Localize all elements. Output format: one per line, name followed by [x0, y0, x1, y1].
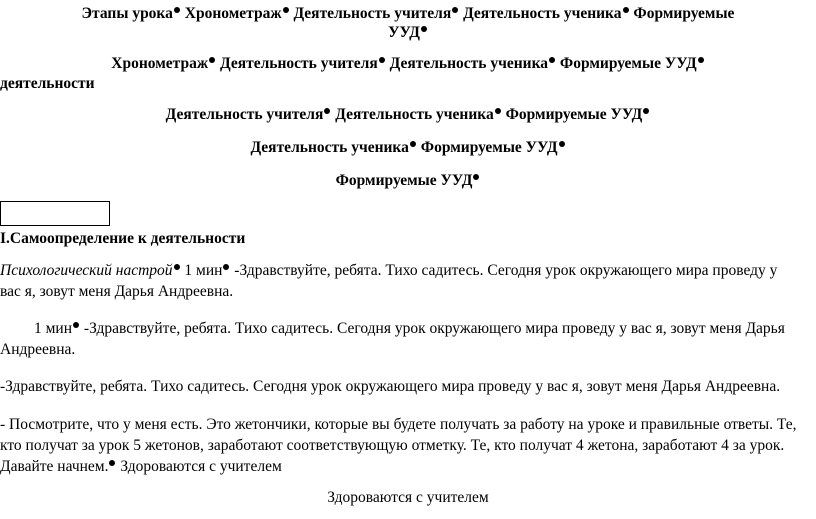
instructions-text-3-start: Давайте начнем. — [0, 458, 109, 475]
bullet-icon — [223, 264, 229, 270]
header-row-1-continuation — [0, 22, 816, 43]
stage-duration: 1 мин — [184, 262, 223, 279]
instructions-text-2: кто получат за урок 5 жетонов, заработают соответствующую отметку. Те, кто получат 4 жетона, заработают 4 за урок. — [0, 437, 785, 454]
instructions-line-1 — [0, 414, 816, 435]
bullet-icon — [452, 7, 458, 13]
student-activity-text: Здороваются с учителем — [327, 489, 489, 506]
bullet-icon — [283, 7, 289, 13]
header-row-2 — [0, 53, 816, 74]
stage-row-line-1 — [0, 260, 816, 281]
duration-row-line-2 — [0, 339, 816, 360]
instructions-line-2 — [0, 435, 816, 456]
header-row-3 — [0, 104, 816, 125]
bullet-icon — [379, 57, 385, 63]
header-cell-student: Деятельность ученика — [389, 55, 549, 72]
bullet-icon — [495, 108, 501, 114]
duration-value: 1 мин — [34, 320, 73, 337]
instructions-text-3-end: Здороваются с учителем — [120, 458, 282, 475]
stage-teacher-text-1: -Здравствуйте, ребята. Тихо садитесь. Сегодня урок окружающего мира проведу у — [234, 262, 778, 279]
header-cell-uud: Формируемые УУД — [505, 106, 643, 123]
header-cell-teacher: Деятельность учителя — [219, 55, 378, 72]
header-cell-uud: Формируемые — [633, 5, 735, 22]
header-row-2-continuation — [0, 73, 816, 94]
bullet-icon — [643, 108, 649, 114]
header-cell-teacher: Деятельность учителя — [293, 5, 452, 22]
stage-label: Психологический настрой — [0, 262, 173, 279]
instructions-line-3 — [0, 456, 816, 477]
bullet-icon — [324, 108, 330, 114]
header-cell-student: Деятельность ученика — [335, 106, 494, 123]
header-cell-student: Деятельность ученика — [463, 5, 622, 22]
header-cell-activity-continuation: деятельности — [0, 75, 95, 92]
header-cell-student: Деятельность ученика — [250, 139, 409, 156]
stage-row-line-2 — [0, 281, 816, 302]
header-cell-timing: Хронометраж — [111, 55, 209, 72]
bullet-icon — [421, 26, 427, 32]
header-row-1 — [0, 3, 816, 24]
greeting-text: -Здравствуйте, ребята. Тихо садитесь. Сегодня урок окружающего мира проведу у вас я, зовут меня Дарья Андреевна. — [0, 378, 781, 395]
bullet-icon — [623, 7, 629, 13]
section-heading — [0, 228, 816, 249]
bullet-icon — [473, 174, 479, 180]
greeting-line — [0, 376, 816, 397]
bullet-icon — [698, 57, 704, 63]
bullet-icon — [209, 57, 215, 63]
empty-stage-cell — [0, 201, 110, 226]
duration-text-2: Андреевна. — [0, 341, 76, 358]
section-heading-text: I.Самоопределение к деятельности — [0, 230, 246, 247]
header-cell-uud: Формируемые УУД — [335, 172, 473, 189]
header-cell-uud-continuation: УУД — [388, 24, 420, 41]
bullet-icon — [174, 264, 180, 270]
bullet-icon — [109, 460, 115, 466]
header-cell-teacher: Деятельность учителя — [165, 106, 324, 123]
instructions-text-1: - Посмотрите, что у меня есть. Это жетончики, которые вы будете получать за работу на уроке и правильные ответы. Те, — [0, 416, 797, 433]
bullet-icon — [73, 322, 79, 328]
bullet-icon — [410, 141, 416, 147]
duration-text-1: -Здравствуйте, ребята. Тихо садитесь. Сегодня урок окружающего мира проведу у вас я, зовут меня Дарья — [83, 320, 785, 337]
header-row-5 — [0, 170, 816, 191]
header-cell-timing: Хронометраж — [184, 5, 282, 22]
header-row-4 — [0, 137, 816, 158]
header-cell-uud: Формируемые УУД — [420, 139, 558, 156]
bullet-icon — [549, 57, 555, 63]
student-activity-line — [0, 487, 816, 508]
duration-row-line-1 — [0, 318, 816, 339]
stage-teacher-text-2: вас я, зовут меня Дарья Андреевна. — [0, 283, 234, 300]
bullet-icon — [174, 7, 180, 13]
header-cell-stages: Этапы урока — [81, 5, 173, 22]
header-cell-uud: Формируемые УУД — [559, 55, 697, 72]
bullet-icon — [559, 141, 565, 147]
